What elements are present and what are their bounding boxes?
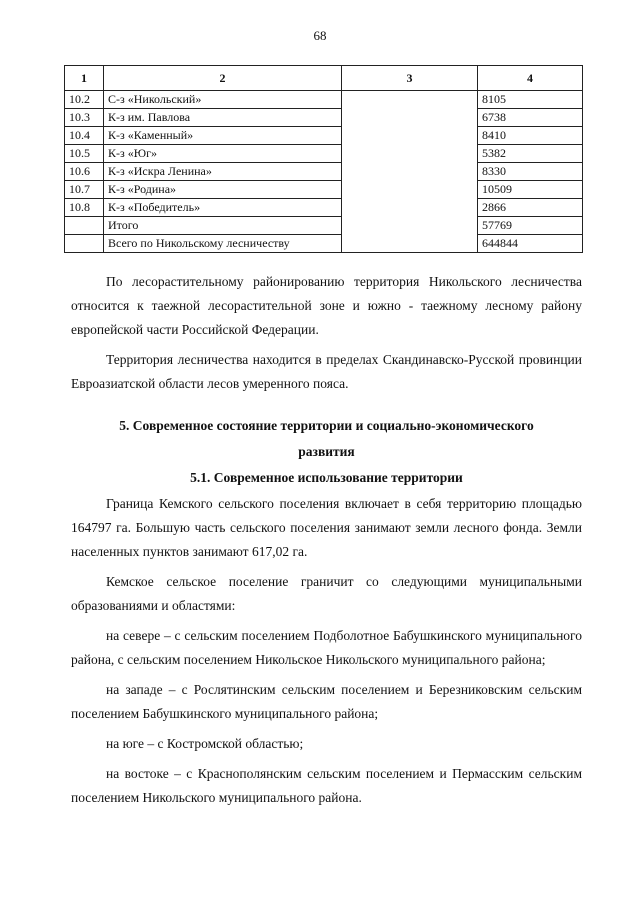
paragraph-zoning: По лесорастительному районированию территория Никольского лесничества относится к таежной лесорастительной зоне и южно - таежному лесному району европейской части Российской Федерации. (71, 274, 582, 337)
table-header-cell: 3 (342, 66, 478, 91)
table-row-subtotal (65, 217, 583, 235)
row-name: К-з «Победитель» (104, 199, 342, 217)
page-number: 68 (313, 28, 327, 43)
section-heading-5-line2: развития (298, 444, 355, 459)
row-value: 2866 (478, 199, 583, 217)
paragraph-west: на западе – с Рослятинским сельским поселением и Березниковским сельским поселением Бабушкинского муниципального района; (71, 682, 582, 721)
row-name: Итого (104, 217, 342, 235)
row-number: 10.8 (65, 199, 104, 217)
row-name: К-з «Искра Ленина» (104, 163, 342, 181)
paragraph-boundary: Граница Кемского сельского поселения включает в себя территорию площадью 164797 га. Большую часть сельского поселения занимают земли лесного фонда. Земли населенных пунктов занимают 617,02 га. (71, 496, 582, 559)
row-value: 8105 (478, 91, 583, 109)
forestry-table (64, 65, 583, 253)
row-number: 10.5 (65, 145, 104, 163)
body-text (71, 270, 582, 810)
table-header-cell: 2 (104, 66, 342, 91)
table-row (65, 199, 583, 217)
row-value: 5382 (478, 145, 583, 163)
paragraph-south: на юге – с Костромской областью; (106, 736, 304, 751)
row-name: К-з «Юг» (104, 145, 342, 163)
row-number: 10.3 (65, 109, 104, 127)
table-row (65, 109, 583, 127)
row-value: 8330 (478, 163, 583, 181)
table-row (65, 181, 583, 199)
row-number: 10.2 (65, 91, 104, 109)
row-number (65, 217, 104, 235)
paragraph-east: на востоке – с Краснополянским сельским поселением и Пермасским сельским поселением Никольского муниципального района. (71, 766, 582, 805)
row-number: 10.6 (65, 163, 104, 181)
row-name: К-з им. Павлова (104, 109, 342, 127)
paragraph-neighbors: Кемское сельское поселение граничит со следующими муниципальными образованиями и областями: (71, 574, 582, 613)
row-name: К-з «Каменный» (104, 127, 342, 145)
row-number (65, 235, 104, 253)
section-heading-5-line1: 5. Современное состояние территории и социально-экономического (119, 418, 534, 433)
section-heading-5-1: 5.1. Современное использование территории (190, 470, 463, 485)
row-name: Всего по Никольскому лесничеству (104, 235, 342, 253)
row-value: 57769 (478, 217, 583, 235)
table-row (65, 91, 583, 109)
empty-column-cell (342, 91, 478, 253)
table-header-row (65, 66, 583, 91)
table-row (65, 163, 583, 181)
table-row-total (65, 235, 583, 253)
table-header-cell: 4 (478, 66, 583, 91)
row-value: 644844 (478, 235, 583, 253)
row-name: К-з «Родина» (104, 181, 342, 199)
row-name: С-з «Никольский» (104, 91, 342, 109)
row-value: 6738 (478, 109, 583, 127)
table-row (65, 127, 583, 145)
table-header-cell: 1 (65, 66, 104, 91)
table-row (65, 145, 583, 163)
paragraph-province: Территория лесничества находится в пределах Скандинавско-Русской провинции Евроазиатской области лесов умеренного пояса. (71, 352, 582, 391)
row-number: 10.7 (65, 181, 104, 199)
row-value: 8410 (478, 127, 583, 145)
row-value: 10509 (478, 181, 583, 199)
paragraph-north: на севере – с сельским поселением Подболотное Бабушкинского муниципального района, с сельским поселением Никольское Никольского муниципального района; (71, 628, 582, 667)
row-number: 10.4 (65, 127, 104, 145)
